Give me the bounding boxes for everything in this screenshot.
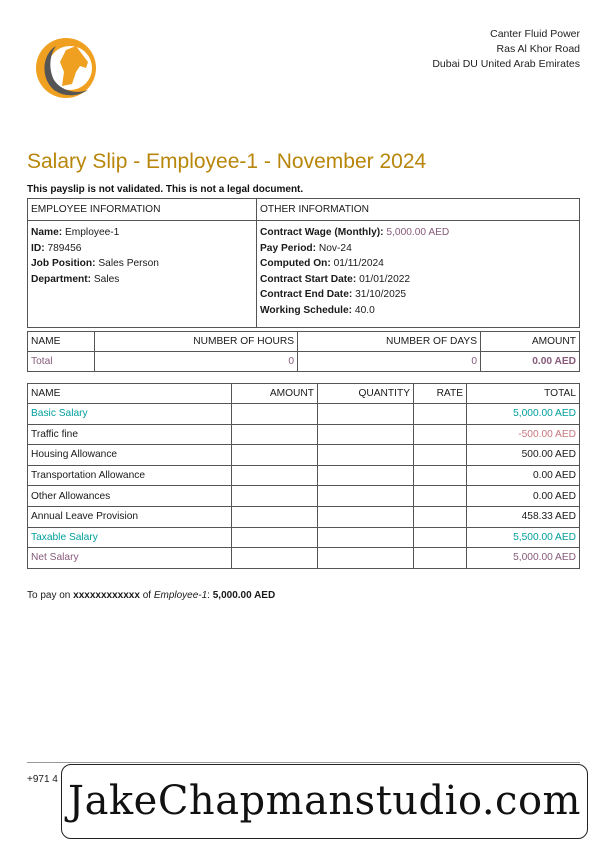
employee-info-header: EMPLOYEE INFORMATION	[28, 199, 257, 221]
footer-divider	[27, 762, 580, 763]
table-row	[28, 445, 580, 466]
hours-col-name: NAME	[28, 332, 95, 352]
schedule-label: Working Schedule:	[260, 304, 353, 316]
line-total: 5,000.00 AED	[467, 404, 580, 425]
contract-wage: 5,000.00 AED	[386, 227, 450, 238]
to-pay-prefix: To pay on	[27, 590, 71, 601]
working-schedule: 40.0	[354, 304, 375, 316]
pay-period: Nov-24	[318, 242, 352, 254]
company-address-line2: Dubai DU United Arab Emirates	[432, 58, 580, 70]
table-row	[28, 404, 580, 425]
validation-notice: This payslip is not validated. This is not a legal document.	[27, 184, 304, 195]
company-logo	[32, 32, 100, 102]
line-name: Basic Salary	[28, 404, 232, 425]
department-label: Department:	[31, 273, 92, 285]
table-row	[28, 527, 580, 548]
line-total: 0.00 AED	[467, 465, 580, 486]
table-row	[28, 424, 580, 445]
contract-end: 31/10/2025	[355, 289, 407, 301]
job-position: Sales Person	[98, 258, 159, 270]
company-address	[432, 27, 580, 72]
line-name: Annual Leave Provision	[28, 506, 232, 527]
lines-col-total: TOTAL	[467, 384, 580, 404]
employee-name: Employee-1	[64, 227, 120, 238]
to-pay-account: xxxxxxxxxxxx	[73, 590, 140, 601]
line-name: Transportation Allowance	[28, 465, 232, 486]
line-name: Taxable Salary	[28, 527, 232, 548]
wage-label: Contract Wage (Monthly):	[260, 227, 384, 238]
hours-col-hours: NUMBER OF HOURS	[95, 332, 298, 352]
hours-col-days: NUMBER OF DAYS	[298, 332, 481, 352]
total-label: Total	[28, 352, 95, 372]
start-label: Contract Start Date:	[260, 273, 357, 285]
line-total: 5,500.00 AED	[467, 527, 580, 548]
computed-label: Computed On:	[260, 258, 331, 270]
line-total: 458.33 AED	[467, 506, 580, 527]
computed-on: 01/11/2024	[333, 258, 384, 270]
line-name: Other Allowances	[28, 486, 232, 507]
line-name: Traffic fine	[28, 424, 232, 445]
worked-days-table	[27, 331, 580, 372]
watermark-banner: JakeChapmanstudio.com	[61, 764, 588, 839]
period-label: Pay Period:	[260, 242, 317, 254]
salary-lines-table	[27, 383, 580, 569]
hours-col-amount: AMOUNT	[481, 332, 580, 352]
table-row	[28, 486, 580, 507]
employee-id: 789456	[47, 242, 82, 254]
to-pay-of: of	[142, 590, 152, 601]
department: Sales	[93, 273, 120, 285]
total-amount: 0.00 AED	[481, 352, 580, 372]
total-hours: 0	[95, 352, 298, 372]
table-row	[28, 465, 580, 486]
line-total: 500.00 AED	[467, 445, 580, 466]
other-info-cell	[257, 221, 580, 328]
other-info-header: OTHER INFORMATION	[257, 199, 580, 221]
to-pay-line: To pay on xxxxxxxxxxxx of Employee-1: 5,000.00 AED	[27, 590, 276, 601]
end-label: Contract End Date:	[260, 289, 353, 301]
lines-col-quantity: QUANTITY	[318, 384, 414, 404]
page-title: Salary Slip - Employee-1 - November 2024	[27, 150, 427, 173]
company-address-line1: Ras Al Khor Road	[496, 43, 580, 55]
to-pay-employee: Employee-1	[153, 590, 208, 601]
total-days: 0	[298, 352, 481, 372]
lines-col-name: NAME	[28, 384, 232, 404]
footer-phone: +971 4	[27, 774, 58, 785]
line-total: 0.00 AED	[467, 486, 580, 507]
table-row	[28, 506, 580, 527]
to-pay-amount: 5,000.00 AED	[212, 590, 276, 601]
line-name: Net Salary	[28, 548, 232, 569]
lines-col-rate: RATE	[414, 384, 467, 404]
name-label: Name:	[31, 227, 63, 238]
lines-col-amount: AMOUNT	[232, 384, 318, 404]
id-label: ID:	[31, 242, 45, 254]
information-table	[27, 198, 580, 328]
line-total: 5,000.00 AED	[467, 548, 580, 569]
table-row	[28, 548, 580, 569]
line-total: -500.00 AED	[467, 424, 580, 445]
company-name: Canter Fluid Power	[490, 28, 580, 40]
line-name: Housing Allowance	[28, 445, 232, 466]
table-row	[28, 352, 580, 372]
position-label: Job Position:	[31, 258, 96, 270]
employee-info-cell	[28, 221, 257, 328]
contract-start: 01/01/2022	[359, 273, 411, 285]
